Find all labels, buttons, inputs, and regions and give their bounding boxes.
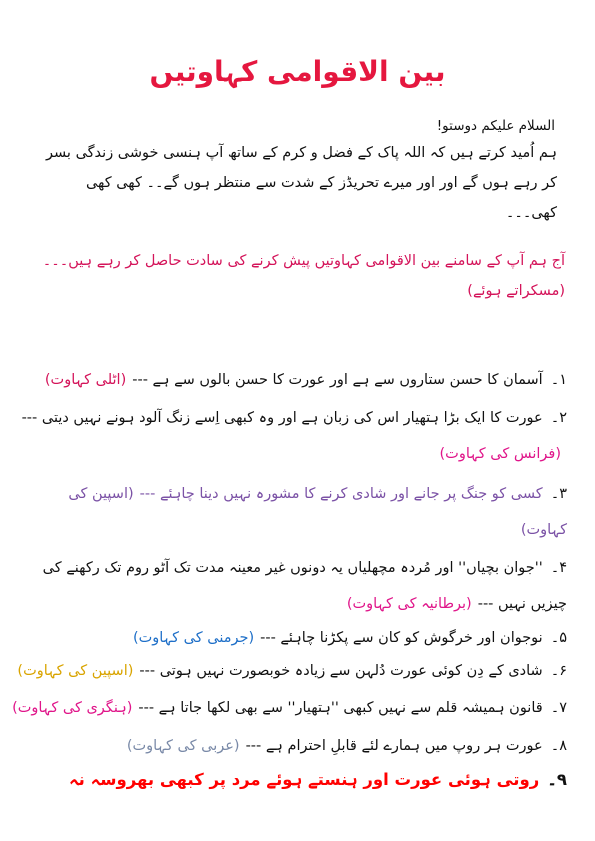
proverb-9 <box>20 766 567 794</box>
proverb-number: ۳۔ <box>550 486 567 502</box>
proverb-number: ۹۔ <box>547 770 567 789</box>
proverb-source: (عربی کی کہاوت) <box>126 738 240 754</box>
proverb-text: نوجوان اور خرگوش کو کان سے پکڑنا چاہئے --- <box>260 630 543 646</box>
proverb-text: آسمان کا حسن ستاروں سے ہے اور عورت کا حسن بالوں سے ہے --- <box>132 372 543 388</box>
intro-paragraph-1: ہم اُمید کرتے ہیں کہ اللہ پاک کے فضل و کرم کے ساتھ آپ ہنسی خوشی زندگی بسر کر رہے ہوں گے اور اور میرے تحریڈز کے شدت سے منتظر ہوں گے۔۔ کھی کھی کھی۔۔۔ <box>45 145 557 221</box>
proverb-text: عورت کا ایک بڑا ہتھیار اس کی زبان ہے اور وہ کبھی اِسے زنگ آلود ہونے نہیں دیتی --- <box>21 410 543 426</box>
intro-paragraph-2: آج ہم آپ کے سامنے بین الاقوامی کہاوتیں پیش کرنے کی سادت حاصل کر رہے ہیں۔۔۔ (مسکراتے ہوئے) <box>42 253 565 299</box>
proverb-source: (جرمنی کی کہاوت) <box>132 630 255 646</box>
proverb-source: (اسپین کی کہاوت) <box>17 663 134 679</box>
proverb-6 <box>17 657 567 685</box>
proverb-3 <box>20 476 567 548</box>
proverb-5 <box>20 624 567 652</box>
proverb-source: (برطانیہ کی کہاوت) <box>346 596 472 612</box>
proverb-source: (فرانس کی کہاوت) <box>439 446 561 462</box>
proverb-number: ۴۔ <box>550 560 567 576</box>
proverb-7 <box>12 694 567 722</box>
proverb-number: ۵۔ <box>550 630 567 646</box>
proverb-source: (اٹلی کہاوت) <box>44 372 127 388</box>
proverb-text: شادی کے دِن کوئی عورت دُلہن سے زیادہ خوبصورت نہیں ہوتی --- <box>139 663 543 679</box>
proverb-number: ۱۔ <box>550 372 567 388</box>
proverb-1 <box>20 366 567 394</box>
proverb-number: ۷۔ <box>550 700 567 716</box>
proverb-8 <box>20 732 567 760</box>
proverb-4 <box>20 550 567 622</box>
greeting: السلام علیکم دوستو! <box>436 118 555 134</box>
proverb-source: (ہنگری کی کہاوت) <box>12 700 133 716</box>
proverb-source: (اسپین کی کہاوت) <box>68 486 567 538</box>
proverb-number: ۲۔ <box>550 410 567 426</box>
proverb-text: کسی کو جنگ پر جانے اور شادی کرنے کا مشورہ نہیں دینا چاہئے --- <box>139 486 543 502</box>
page-title: بین الاقوامی کہاوتیں <box>149 55 446 88</box>
proverb-text: عورت ہر روپ میں ہمارے لئے قابلِ احترام ہے --- <box>245 738 543 754</box>
proverb-2 <box>20 400 567 472</box>
proverb-text: قانون ہمیشہ قلم سے نہیں کبھی ''ہتھیار'' سے بھی لکھا جاتا ہے --- <box>138 700 543 716</box>
proverb-number: ۶۔ <box>550 663 567 679</box>
proverb-text: ''جوان بچیاں'' اور مُردہ مچھلیاں یہ دونوں غیر معینہ مدت تک آٹو روم تک رکھنے کی چیزیں نہیں --- <box>42 560 567 612</box>
proverb-number: ۸۔ <box>550 738 567 754</box>
proverb-text: روتی ہوئی عورت اور ہنستے ہوئے مرد پر کبھی بھروسہ نہ <box>68 770 540 789</box>
